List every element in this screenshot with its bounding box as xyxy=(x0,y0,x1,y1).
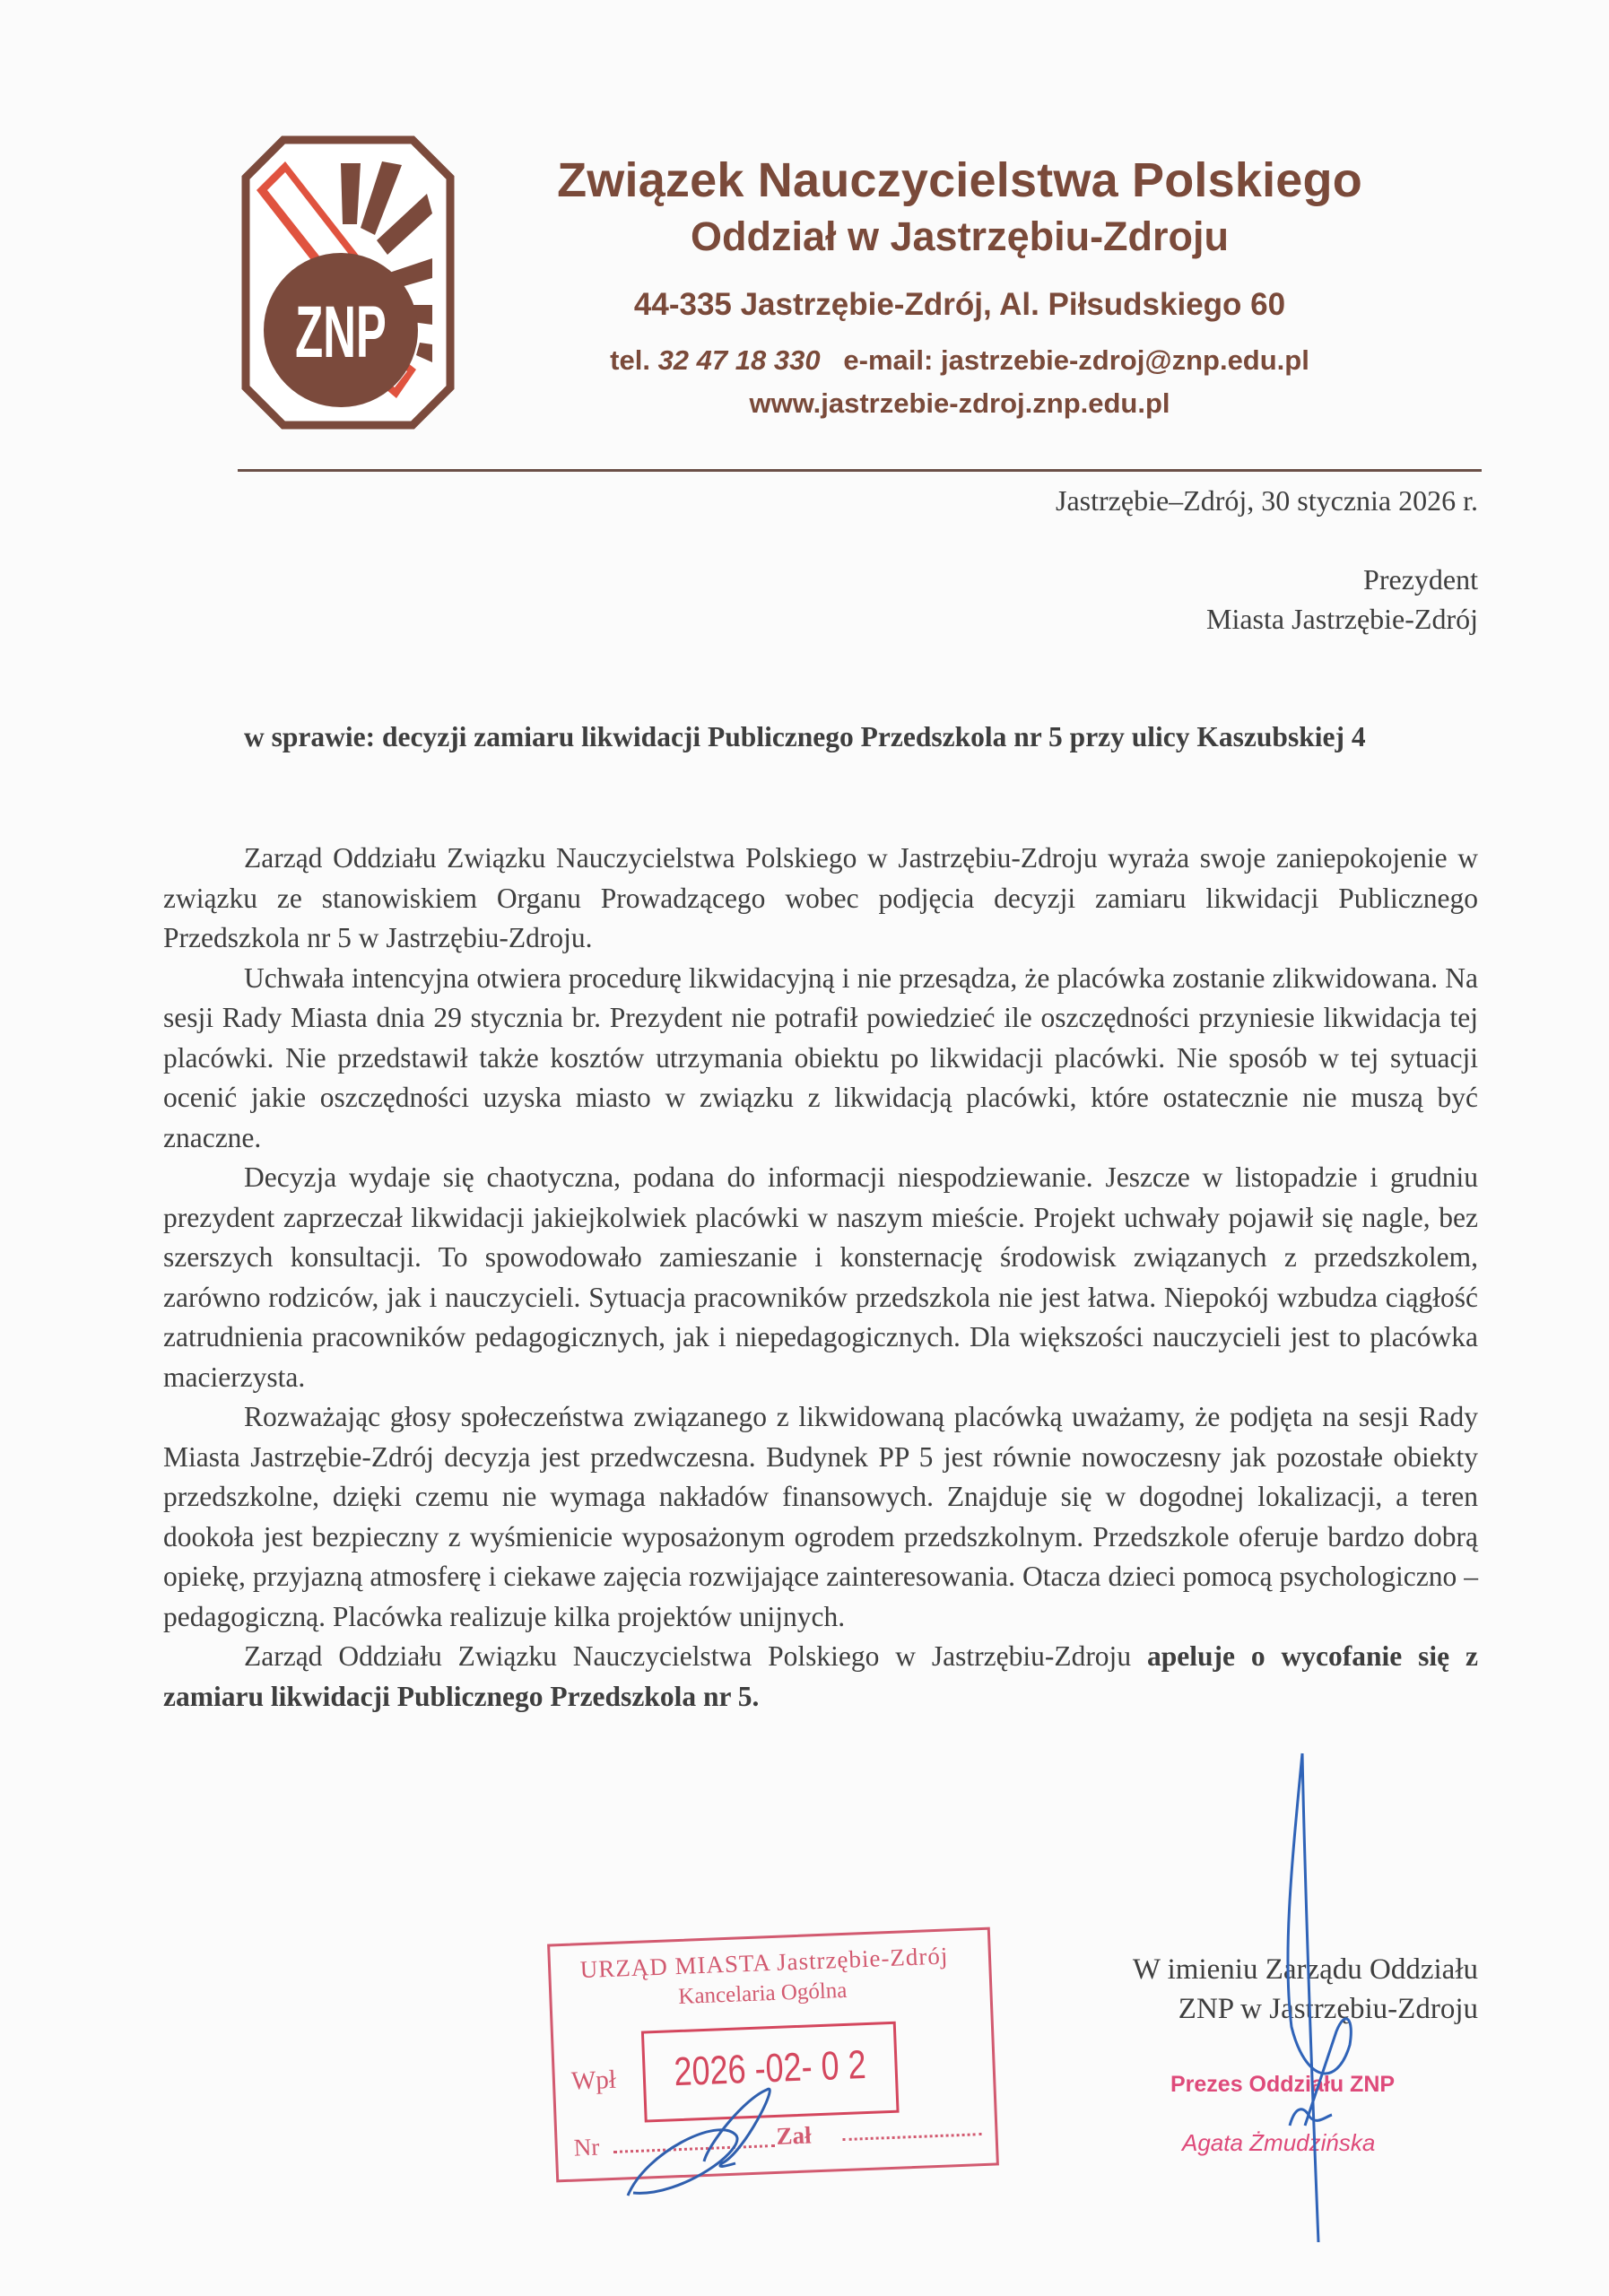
stamp-attachments-label: Zał xyxy=(775,2121,813,2150)
body-paragraph: Decyzja wydaje się chaotyczna, podana do informacji niespodziewanie. Jeszcze w listopadzie i grudniu prezydent zaprzeczał likwidacji jakiejkolwiek placówki w naszym mieście. Projekt uchwały pojawił się nagle, bez szerszych konsultacji. To spowodowało zamieszanie i konsternację środowisk związanych z przedszkolem, zarówno rodziców, jak i nauczycieli. Sytuacja pracowników przedszkola nie jest łatwa. Niepokój wzbudza ciągłość zatrudnienia pracowników pedagogicznych, jak i niepedagogicznych. Dla większości nauczycieli jest to placówka macierzysta. xyxy=(163,1161,1478,1393)
closing-text: Zarząd Oddziału Związku Nauczycielstwa Polskiego w Jastrzębiu-Zdroju xyxy=(244,1640,1132,1672)
date-line: Jastrzębie–Zdrój, 30 stycznia 2026 r. xyxy=(1056,484,1478,517)
stamp-received-date: 2026 -02- 0 2 xyxy=(673,2041,867,2095)
signature-line-2: ZNP w Jastrzębiu-Zdroju xyxy=(1178,1993,1478,2025)
email-link[interactable]: jastrzebie-zdroj@znp.edu.pl xyxy=(940,344,1309,376)
phone-number: 32 47 18 330 xyxy=(657,344,821,376)
president-stamp-title: Prezes Oddziału ZNP xyxy=(1170,2072,1396,2097)
branch-name: Oddział w Jastrzębiu-Zdroju xyxy=(690,213,1230,259)
recipient-city: Miasta Jastrzębie-Zdrój xyxy=(1206,603,1478,635)
received-stamp xyxy=(547,1927,999,2183)
closing-appeal: apeluje o wycofanie się z zamiaru likwidacji Publicznego Przedszkola nr 5. xyxy=(163,1640,1479,1712)
stamp-office: URZĄD MIASTA Jastrzębie-Zdrój xyxy=(579,1942,949,1984)
president-stamp-name: Agata Żmudzińska xyxy=(1182,2129,1376,2156)
letter-body xyxy=(163,839,1478,1717)
phone-label: tel. xyxy=(610,344,650,376)
website-link[interactable]: www.jastrzebie-zdroj.znp.edu.pl xyxy=(749,387,1170,419)
contact-line xyxy=(466,344,1453,377)
signature-line-1: W imieniu Zarządu Oddziału xyxy=(1132,1953,1478,1986)
stamp-number-label: Nr xyxy=(573,2133,600,2161)
header-divider xyxy=(238,469,1482,472)
body-paragraph: Zarząd Oddziału Związku Nauczycielstwa Polskiego w Jastrzębiu-Zdroju wyraża swoje zaniepokojenie w związku ze stanowiskiem Organu Prowadzącego wobec podjęcia decyzji zamiaru likwidacji Publicznego Przedszkola nr 5 w Jastrzębiu-Zdroju. xyxy=(163,842,1478,953)
stamp-department: Kancelaria Ogólna xyxy=(677,1978,848,2009)
closing-paragraph xyxy=(163,1637,1478,1717)
president-signature-flourish xyxy=(1290,2109,1332,2126)
org-address: 44-335 Jastrzębie-Zdrój, Al. Piłsudskiego 60 xyxy=(633,287,1286,322)
subject-line: w sprawie: decyzji zamiaru likwidacji Publicznego Przedszkola nr 5 przy ulicy Kaszubskiej 4 xyxy=(244,721,1366,752)
body-paragraph: Rozważając głosy społeczeństwa związanego z likwidowaną placówką uważamy, że podjęta na sesji Rady Miasta Jastrzębie-Zdrój decyzja jest przedwczesna. Budynek PP 5 jest równie nowoczesny jak pozostałe obiekty przedszkolne, dzięki czemu nie wymaga nakładów finansowych. Znajduje się w dogodnej lokalizacji, a teren dookoła jest bezpieczny z wyśmienicie wyposażonym ogrodem przedszkolnym. Przedszkole oferuje bardzo dobrą opiekę, przyjazną atmosferę i ciekawe zajęcia rozwijające zainteresowania. Otacza dzieci pomocą psychologiczno – pedagogiczną. Placówka realizuje kilka projektów unijnych. xyxy=(163,1401,1478,1632)
recipient-title: Prezydent xyxy=(1363,563,1478,596)
stamp-attachments-field xyxy=(842,2115,982,2141)
stamp-date-box xyxy=(641,2022,900,2123)
email-label: e-mail: xyxy=(843,344,934,376)
znp-logo xyxy=(240,135,456,430)
logo-text: ZNP xyxy=(295,291,387,374)
stamp-number-field xyxy=(613,2126,775,2153)
organization-name: Związek Nauczycielstwa Polskiego xyxy=(557,153,1362,207)
stamp-received-label: Wpł xyxy=(570,2065,617,2096)
body-paragraph: Uchwała intencyjna otwiera procedurę likwidacyjną i nie przesądza, że placówka zostanie zlikwidowana. Na sesji Rady Miasta dnia 29 stycznia br. Prezydent nie potrafił powiedzieć ile oszczędności przyniesie likwidacja tej placówki. Nie przedstawił także kosztów utrzymania obiektu po likwidacji placówki. Nie sposób w tej sytuacji ocenić jakie oszczędności uzyska miasto w związku z likwidacją placówki, które ostatecznie nie muszą być znaczne. xyxy=(163,961,1478,1153)
